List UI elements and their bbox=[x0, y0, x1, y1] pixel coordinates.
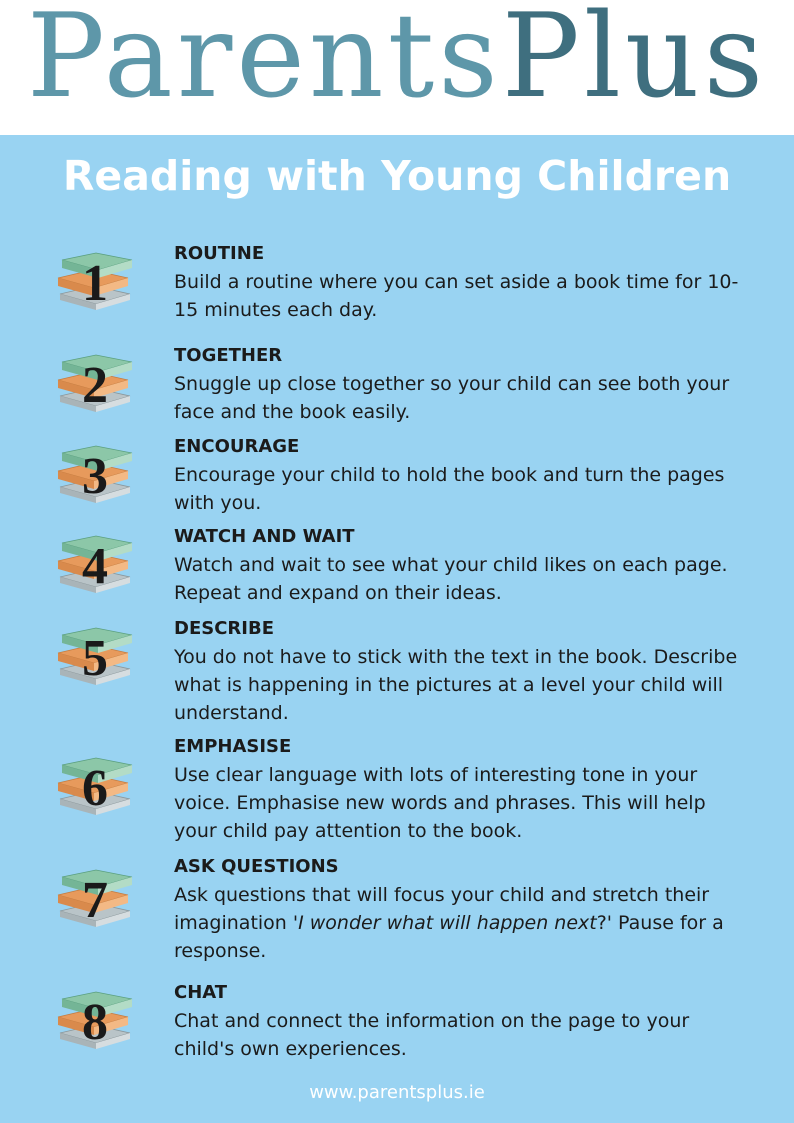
tip-heading: CHAT bbox=[174, 982, 228, 1003]
book-stack-icon bbox=[54, 867, 136, 929]
tip-number: 4 bbox=[82, 538, 108, 595]
books-icon bbox=[54, 867, 136, 929]
tip-heading: ASK QUESTIONS bbox=[174, 856, 339, 877]
book-stack-icon bbox=[54, 250, 136, 312]
books-icon bbox=[54, 443, 136, 505]
book-stack-icon bbox=[54, 352, 136, 414]
parents-plus-logo bbox=[0, 0, 794, 132]
book-stack-icon bbox=[54, 989, 136, 1051]
tip-body-text-end: ?' Pause for a response. bbox=[174, 912, 724, 962]
tip-number: 1 bbox=[82, 255, 108, 312]
books-icon bbox=[54, 250, 136, 312]
logo-parents-text: Parents bbox=[26, 0, 502, 124]
header-banner bbox=[0, 0, 794, 135]
book-stack-icon bbox=[54, 755, 136, 817]
tip-body: Snuggle up close together so your child can see both your face and the book easily. bbox=[174, 373, 730, 423]
tip-body: Encourage your child to hold the book and turn the pages with you. bbox=[174, 464, 725, 514]
books-icon bbox=[54, 755, 136, 817]
logo-plus-text: Plus bbox=[501, 0, 768, 124]
tip-heading: ROUTINE bbox=[174, 243, 265, 264]
books-icon bbox=[54, 352, 136, 414]
book-stack-icon bbox=[54, 625, 136, 687]
tip-body: Build a routine where you can set aside a book time for 10-15 minutes each day. bbox=[174, 271, 739, 321]
tip-body: You do not have to stick with the text in the book. Describe what is happening in the pictures at a level your child will understand. bbox=[174, 646, 738, 724]
tip-heading: DESCRIBE bbox=[174, 618, 274, 639]
tip-heading: ENCOURAGE bbox=[174, 436, 300, 457]
tip-number: 3 bbox=[82, 448, 108, 505]
tip-number: 5 bbox=[82, 630, 108, 687]
tip-body bbox=[174, 881, 754, 965]
tip-number: 6 bbox=[82, 760, 108, 817]
tip-body-text: Ask questions that will focus your child and stretch their imagination bbox=[174, 884, 710, 934]
website-link[interactable]: www.parentsplus.ie bbox=[309, 1082, 485, 1103]
tip-number: 2 bbox=[82, 357, 108, 414]
tip-body-quote: 'I wonder what will happen next bbox=[292, 912, 597, 934]
tip-number: 7 bbox=[82, 872, 108, 929]
book-stack-icon bbox=[54, 533, 136, 595]
page-title: Reading with Young Children bbox=[62, 152, 732, 200]
book-stack-icon bbox=[54, 443, 136, 505]
books-icon bbox=[54, 533, 136, 595]
tip-body: Use clear language with lots of interesting tone in your voice. Emphasise new words and phrases. This will help your child pay attention to the book. bbox=[174, 764, 706, 842]
tip-heading: TOGETHER bbox=[174, 345, 283, 366]
tip-heading: EMPHASISE bbox=[174, 736, 292, 757]
tip-body: Chat and connect the information on the page to your child's own experiences. bbox=[174, 1010, 690, 1060]
tip-body: Watch and wait to see what your child likes on each page. Repeat and expand on their ideas. bbox=[174, 554, 728, 604]
tip-number: 8 bbox=[82, 994, 108, 1051]
books-icon bbox=[54, 989, 136, 1051]
books-icon bbox=[54, 625, 136, 687]
tip-heading: WATCH AND WAIT bbox=[174, 526, 355, 547]
